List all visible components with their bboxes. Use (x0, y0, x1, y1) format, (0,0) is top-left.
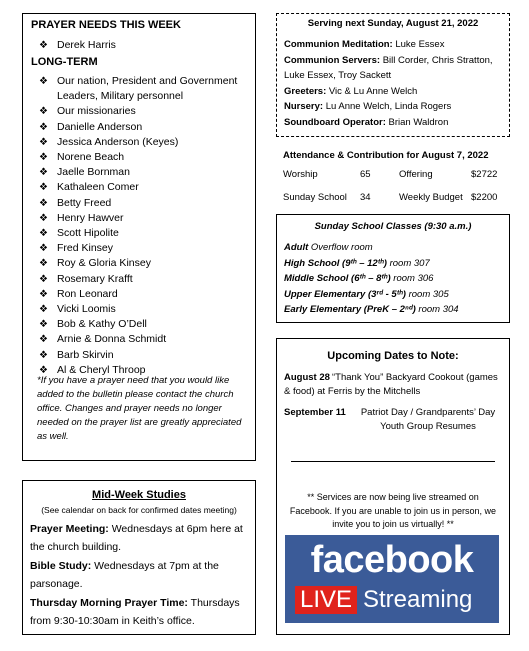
facebook-live-logo (285, 535, 499, 623)
upcoming-box (276, 338, 510, 635)
list-item: ❖ Bob & Kathy O’Dell (23, 317, 253, 332)
list-item: ❖ Al & Cheryl Throop (23, 363, 253, 378)
event-item (284, 371, 506, 399)
list-item: ❖ Barb Skirvin (23, 348, 253, 363)
bullet-icon: ❖ (39, 258, 48, 270)
bullet-icon: ❖ (39, 349, 48, 361)
bullet-icon: ❖ (39, 364, 48, 376)
longterm-list (23, 74, 253, 378)
class-item: Upper Elementary (3ʳᵈ - 5ᵗʰ) room 305 (284, 288, 449, 300)
class-list (284, 240, 506, 318)
list-item: ❖ Betty Freed (23, 196, 253, 211)
midweek-item: Thursday Morning Prayer Time: Thursdays from 9:30-10:30am in Keith’s office. (30, 597, 240, 627)
serving-role: Communion Servers: Bill Corder, Chris Stratton, Luke Essex, Troy Sackett (284, 54, 493, 81)
attendance-table (283, 166, 497, 206)
bullet-icon: ❖ (39, 76, 48, 87)
list-item: ❖ Arnie & Donna Schmidt (23, 332, 253, 347)
serving-role: Greeters: Vic & Lu Anne Welch (284, 85, 418, 97)
event-text: Patriot Day / Grandparents’ Day Youth Group Resumes (360, 407, 496, 432)
list-item: ❖ Jaelle Bornman (23, 165, 253, 180)
divider (291, 461, 495, 462)
event-text: “Thank You” Backyard Cookout (games & food) at Ferris by the Mitchells (284, 372, 498, 397)
weekly-list (23, 38, 253, 53)
class-item: Adult Overflow room (284, 242, 373, 253)
streaming-label: Streaming (363, 586, 473, 613)
bullet-icon: ❖ (39, 228, 48, 240)
list-item: ❖ Our missionaries (23, 104, 253, 119)
event-item (284, 406, 506, 434)
prayer-note: *If you have a prayer need that you would like added to the bulletin please contact the church office. Changes and prayer needs no longer needed on the prayer list are greatly appreciated as well. (37, 375, 242, 442)
list-item: ❖ Danielle Anderson (23, 120, 253, 135)
serving-box (276, 13, 510, 137)
bullet-icon: ❖ (39, 288, 48, 300)
longterm-heading: LONG-TERM (31, 56, 98, 68)
bullet-icon: ❖ (39, 121, 48, 133)
class-item: Middle School (6ᵗʰ – 8ᵗʰ) room 306 (284, 273, 434, 284)
bullet-icon: ❖ (39, 152, 48, 164)
bullet-icon: ❖ (39, 197, 48, 209)
serving-role: Soundboard Operator: Brian Waldron (284, 116, 449, 128)
bullet-icon: ❖ (39, 106, 48, 118)
bullet-icon: ❖ (39, 273, 48, 285)
sunday-school-title: Sunday School Classes (9:30 a.m.) (314, 221, 472, 232)
list-item: ❖ Derek Harris (23, 38, 253, 53)
midweek-box (22, 480, 256, 635)
list-item: ❖ Rosemary Krafft (23, 272, 253, 287)
midweek-item: Prayer Meeting: Wednesdays at 6pm here at the church building. (30, 523, 243, 553)
bullet-icon: ❖ (39, 243, 48, 255)
stream-note: ** Services are now being live streamed on Facebook. If you are unable to join us in person, we invite you to join us virtually! ** (289, 492, 497, 529)
list-item: ❖ Henry Hawver (23, 211, 253, 226)
bullet-icon: ❖ (39, 167, 48, 179)
serving-title: Serving next Sunday, August 21, 2022 (307, 18, 479, 29)
serving-role: Nursery: Lu Anne Welch, Linda Rogers (284, 101, 452, 112)
prayer-needs-box (22, 13, 256, 461)
bullet-icon: ❖ (39, 304, 48, 316)
attendance-section (283, 150, 513, 206)
facebook-wordmark: facebook (310, 539, 474, 581)
prayer-heading: PRAYER NEEDS THIS WEEK (31, 19, 181, 31)
list-item: ❖ Ron Leonard (23, 287, 253, 302)
live-badge: LIVE (295, 586, 357, 614)
class-item: Early Elementary (PreK – 2ⁿᵈ) room 304 (284, 304, 459, 315)
upcoming-title: Upcoming Dates to Note: (327, 350, 459, 362)
bullet-icon: ❖ (39, 136, 48, 148)
list-item: ❖ Roy & Gloria Kinsey (23, 256, 253, 271)
bullet-icon: ❖ (39, 319, 48, 331)
bullet-icon: ❖ (39, 182, 48, 194)
list-item: ❖ Vicki Loomis (23, 302, 253, 317)
midweek-list (30, 521, 250, 630)
table-row: Sunday School 34 Weekly Budget $2200 (283, 192, 498, 203)
event-date: September 11 (284, 407, 346, 418)
serving-roles (284, 37, 506, 130)
list-item: ❖ Norene Beach (23, 150, 253, 165)
list-item: ❖ Fred Kinsey (23, 241, 253, 256)
list-item: ❖ Our nation, President and Government Leaders, Military personnel (39, 75, 238, 103)
sunday-school-box (276, 214, 510, 323)
midweek-subtitle: (See calendar on back for confirmed dates meeting) (41, 505, 237, 515)
bullet-icon: ❖ (39, 212, 48, 224)
table-row: Worship 65 Offering $2722 (283, 169, 498, 180)
list-item: ❖ Jessica Anderson (Keyes) (23, 135, 253, 150)
midweek-title: Mid-Week Studies (92, 489, 186, 501)
list-item: ❖ Scott Hipolite (23, 226, 253, 241)
list-item: ❖ Kathaleen Comer (23, 180, 253, 195)
serving-role: Communion Meditation: Luke Essex (284, 39, 445, 50)
bullet-icon: ❖ (39, 40, 48, 51)
attendance-title: Attendance & Contribution for August 7, 2022 (283, 150, 489, 161)
bullet-icon: ❖ (39, 334, 48, 346)
midweek-item: Bible Study: Wednesdays at 7pm at the parsonage. (30, 560, 219, 590)
class-item: High School (9ᵗʰ – 12ᵗʰ) room 307 (284, 257, 430, 269)
event-date: August 28 (284, 372, 330, 383)
